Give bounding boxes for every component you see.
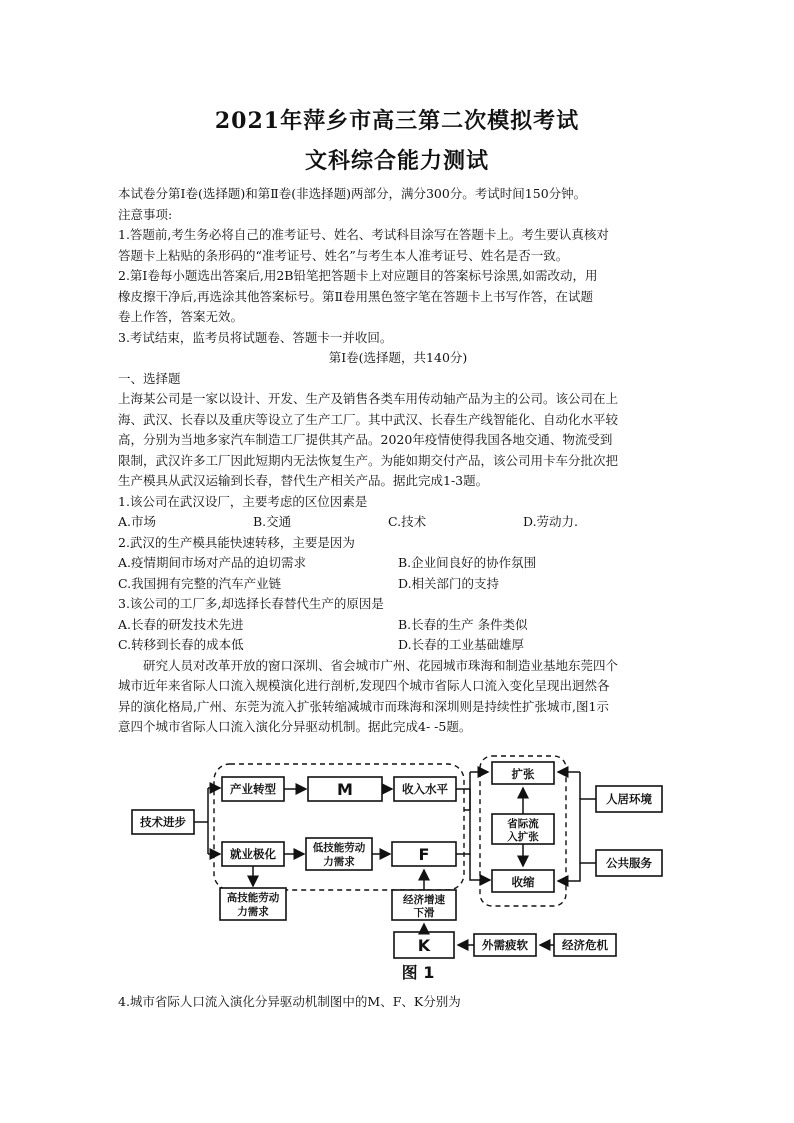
q1-stem: 1.该公司在武汉设厂，主要考虑的区位因素是 bbox=[118, 493, 368, 509]
q3-options-row2 bbox=[118, 635, 678, 656]
label-center-1: 省际流 bbox=[507, 818, 539, 830]
label-shrink: 收缩 bbox=[511, 875, 535, 889]
q3-options-row1 bbox=[118, 615, 678, 636]
q4-stem: 4.城市省际人口流入演化分异驱动机制图中的M、F、K分别为 bbox=[118, 994, 461, 1009]
q1-option-d: D.劳动力. bbox=[523, 514, 579, 529]
q1-options bbox=[118, 512, 678, 533]
figure-1-diagram bbox=[118, 750, 678, 990]
exam-subtitle: 文科综合能力测试 bbox=[304, 148, 489, 174]
line-f-join bbox=[456, 850, 470, 854]
passage1-line: 限制，武汉许多工厂因此短期内无法恢复生产。为能如期交付产品，该公司用卡车分批次把 bbox=[118, 452, 619, 468]
label-center-2: 入扩张 bbox=[507, 831, 539, 843]
q3-option-d: D.长春的工业基础雄厚 bbox=[398, 637, 525, 652]
notice-heading: 注意事项: bbox=[118, 206, 173, 222]
label-highskill-1: 高技能劳动 bbox=[226, 892, 280, 904]
notice-3: 3.考试结束，监考员将试题卷、答题卡一并收回。 bbox=[118, 329, 393, 345]
q2-option-d: D.相关部门的支持 bbox=[398, 575, 500, 591]
q1-option-b: B.交通 bbox=[253, 514, 292, 529]
label-industry: 产业转型 bbox=[230, 782, 276, 796]
intro-line: 本试卷分第Ⅰ卷(选择题)和第Ⅱ卷(非选择题)两部分，满分300分。考试时间150分钟。 bbox=[118, 186, 587, 201]
section-heading: 第Ⅰ卷(选择题，共140分) bbox=[328, 350, 468, 365]
label-lowskill-2: 力需求 bbox=[323, 856, 355, 868]
q1-option-c: C.技术 bbox=[388, 514, 427, 529]
passage1-line: 生产模具从武汉运输到长春，替代生产相关产品。据此完成1-3题。 bbox=[118, 473, 489, 488]
label-k: K bbox=[417, 936, 431, 955]
label-weakdemand: 外需疲软 bbox=[482, 938, 528, 952]
line-left-right-top bbox=[464, 810, 470, 830]
label-income: 收入水平 bbox=[402, 782, 448, 796]
q1-option-a: A.市场 bbox=[118, 514, 157, 529]
passage2-line: 研究人员对改革开放的窗口深圳、省会城市广州、花园城市珠海和制造业基地东莞四个 bbox=[143, 657, 619, 673]
arrow-right-shrink bbox=[558, 863, 580, 881]
q2-option-c: C.我国拥有完整的汽车产业链 bbox=[118, 575, 282, 591]
line-living-public bbox=[580, 799, 596, 863]
passage1-line: 海、武汉、长春以及重庆等设立了生产工厂。其中武汉、长春生产线智能化、自动化水平较 bbox=[118, 411, 619, 427]
passage2-line: 城市近年来省际人口流入规模演化进行剖析,发现四个城市省际人口流入变化呈现出迥然各 bbox=[118, 678, 610, 693]
notice-2b: 橡皮擦干净后,再选涂其他答案标号。第Ⅱ卷用黑色签字笔在答题卡上书写作答，在试题 bbox=[118, 288, 593, 304]
q2-stem: 2.武汉的生产模具能快速转移，主要是因为 bbox=[118, 534, 355, 550]
label-slowdown-1: 经济增速 bbox=[403, 894, 445, 906]
q2-options-row2 bbox=[118, 574, 678, 595]
label-highskill-2: 力需求 bbox=[237, 906, 269, 918]
q2-option-a: A.疫情期间市场对产品的迫切需求 bbox=[118, 555, 307, 570]
label-crisis: 经济危机 bbox=[562, 938, 608, 952]
label-public: 公共服务 bbox=[606, 856, 652, 870]
q2-options-row1 bbox=[118, 553, 678, 574]
label-f: F bbox=[418, 845, 430, 864]
exam-body bbox=[118, 184, 678, 738]
label-expand: 扩张 bbox=[511, 767, 535, 781]
notice-2a: 2.第Ⅰ卷每小题选出答案后,用2B铅笔把答题卡上对应题目的答案标号涂黑,如需改动，用 bbox=[118, 268, 598, 283]
q3-option-c: C.转移到长春的成本低 bbox=[118, 637, 244, 652]
section-type: 一、选择题 bbox=[118, 370, 181, 386]
label-m: M bbox=[337, 780, 353, 799]
figure-caption: 图 1 bbox=[401, 963, 435, 982]
notice-2c: 卷上作答，答案无效。 bbox=[118, 309, 244, 324]
label-tech: 技术进步 bbox=[140, 815, 186, 829]
q3-stem: 3.该公司的工厂多,却选择长春替代生产的原因是 bbox=[118, 596, 384, 611]
exam-title: 2021年萍乡市高三第二次模拟考试 bbox=[214, 108, 580, 134]
q2-option-b: B.企业间良好的协作氛围 bbox=[398, 555, 537, 570]
line-income-join bbox=[456, 789, 470, 810]
notice-1a: 1.答题前,考生务必将自己的准考证号、姓名、考试科目涂写在答题卡上。考生要认真核对 bbox=[118, 227, 609, 242]
passage2-line: 异的演化格局,广州、东莞为流入扩张转缩减城市而珠海和深圳则是持续性扩张城市,图1示 bbox=[118, 698, 609, 714]
passage2-line: 意四个城市省际人口流入演化分异驱动机制。据此完成4- -5题。 bbox=[118, 719, 472, 734]
q3-option-b: B.长春的生产 条件类似 bbox=[398, 616, 528, 632]
passage1-line: 上海某公司是一家以设计、开发、生产及销售各类车用传动轴产品为主的公司。该公司在上 bbox=[118, 391, 619, 406]
q3-option-a: A.长春的研发技术先进 bbox=[118, 616, 244, 632]
label-lowskill-1: 低技能劳动 bbox=[312, 842, 366, 854]
passage1-line: 高，分别为当地多家汽车制造工厂提供其产品。2020年疫情使得我国各地交通、物流受到 bbox=[118, 432, 613, 447]
notice-1b: 答题卡上粘贴的条形码的“准考证号、姓名”与考生本人准考证号、姓名是否一致。 bbox=[118, 247, 569, 263]
label-employ: 就业极化 bbox=[230, 847, 276, 861]
label-slowdown-2: 下滑 bbox=[413, 907, 435, 919]
label-living: 人居环境 bbox=[606, 792, 652, 806]
